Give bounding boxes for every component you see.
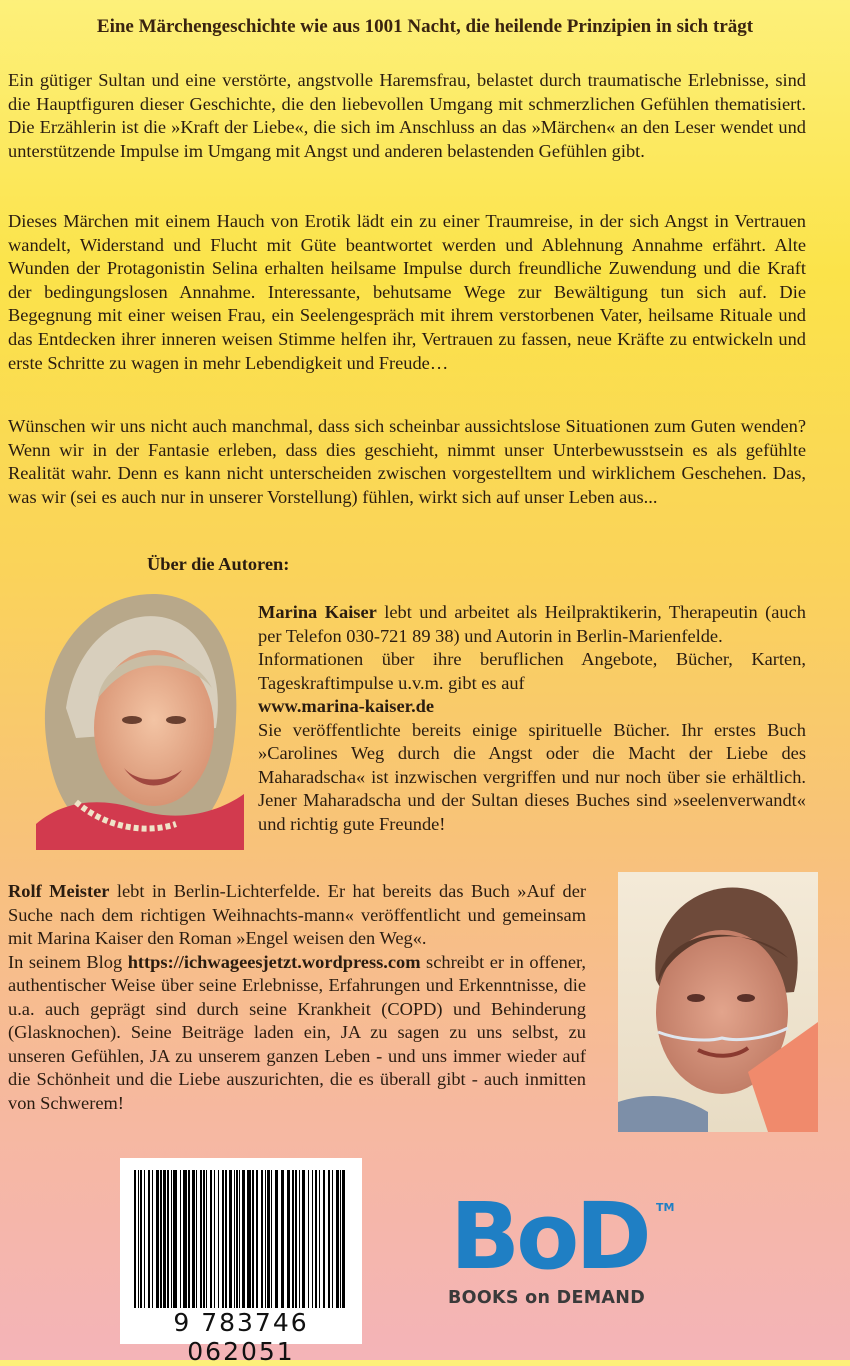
barcode-bar <box>267 1170 270 1308</box>
barcode-bar <box>144 1170 145 1308</box>
barcode-bar <box>265 1170 266 1308</box>
author1-name: Marina Kaiser <box>258 602 377 622</box>
author2-intro-line <box>8 880 586 951</box>
barcode-bar <box>152 1170 153 1308</box>
authors-heading: Über die Autoren: <box>147 554 290 574</box>
trademark-label: TM <box>656 1201 675 1214</box>
barcode-bar <box>134 1170 136 1308</box>
author1-website-link[interactable]: www.marina-kaiser.de <box>258 696 435 716</box>
blurb-paragraph-3: Wünschen wir uns nicht auch manchmal, dass sich scheinbar aussichtslose Situationen zum Guten wenden? Wenn wir in der Fantasie erleben, dass dies geschieht, nimmt unser Unterbewusstsein es als gefühlte Realität wahr. Denn es kann nicht unterscheiden zwischen vorgestelltem und wirklichem Geschehen. Das, was wir (sei es auch nur in unserer Vorstellung) fühlen, wirkt sich auf unser Leben aus... <box>8 416 806 507</box>
barcode-bar <box>247 1170 251 1308</box>
barcode-bar <box>234 1170 235 1308</box>
barcode-bar <box>319 1170 320 1308</box>
barcode-bar <box>148 1170 150 1308</box>
barcode-bar <box>225 1170 227 1308</box>
barcode-bar <box>287 1170 290 1308</box>
barcode-bar <box>271 1170 272 1308</box>
barcode-bar <box>163 1170 166 1308</box>
barcode-bar <box>256 1170 258 1308</box>
author2-blog-line <box>8 951 586 1116</box>
barcode-bar <box>336 1170 339 1308</box>
barcode-bar <box>281 1170 284 1308</box>
author2-rest: schreibt er in offener, authentischer Weise über seine Erlebnisse, Erfahrungen und Erkenntnisse, die u.a. auch geprägt sind durch seine Krankheit (COPD) und Behinderung (Glasknochen). Seine Beiträge laden ein, JA zu sagen zu uns selbst, zu unseren Gefühlen, JA zu unserem ganzen Leben - und uns immer wieder auf die Schönheit und die Liebe auszurichten, die es überall gibt - auch inmitten von Schwerem! <box>8 951 586 1113</box>
publisher-logo <box>446 1183 686 1315</box>
barcode-bar <box>323 1170 325 1308</box>
barcode-bar <box>292 1170 294 1308</box>
barcode-bar <box>173 1170 177 1308</box>
isbn-number: 9 783746 062051 <box>173 1308 309 1366</box>
author1-bio <box>258 601 806 836</box>
author1-info: Informationen über ihre beruflichen Angebote, Bücher, Karten, Tageskraftimpulse u.v.m. gibt es auf <box>258 649 806 693</box>
blurb-paragraph-1: Ein gütiger Sultan und eine verstörte, angstvolle Haremsfrau, belastet durch traumatische Erlebnisse, sind die Hauptfiguren dieser Geschichte, die den liebevollen Umgang mit schmerzlichen Gefühlen thematisiert. Die Erzählerin ist die »Kraft der Liebe«, die sich im Anschluss an das »Märchen« an den Leser wendet und unterstützende Impulse im Umgang mit Angst und anderen belastenden Gefühlen gibt. <box>8 70 806 161</box>
barcode-bar <box>299 1170 300 1308</box>
barcode-bar <box>308 1170 309 1308</box>
barcode-bar <box>332 1170 333 1308</box>
barcode-bar <box>239 1170 240 1308</box>
barcode-bar <box>138 1170 139 1308</box>
barcode-bar <box>252 1170 254 1308</box>
barcode-bar <box>156 1170 159 1308</box>
cover-headline: Eine Märchengeschichte wie aus 1001 Nacht, die heilende Prinzipien in sich trägt <box>96 16 754 37</box>
author1-intro: lebt und arbeitet als Heilpraktikerin, Therapeutin (auch per Telefon 030-721 89 38) und Autorin in Berlin-Marienfelde. <box>258 602 806 646</box>
barcode-bar <box>167 1170 169 1308</box>
author2-intro: lebt in Berlin-Lichterfelde. Er hat bereits das Buch »Auf der Suche nach dem richtigen Weihnachts-mann« veröffentlicht und gemeinsam mit Marina Kaiser den Roman »Engel weisen den Weg«. <box>8 881 587 948</box>
barcode-bar <box>275 1170 278 1308</box>
barcode-bar <box>196 1170 197 1308</box>
portrait-man-icon <box>618 872 818 1132</box>
barcode-bar <box>218 1170 219 1308</box>
author2-name: Rolf Meister <box>8 881 110 901</box>
author1-intro-line <box>258 601 806 648</box>
barcode-bar <box>312 1170 313 1308</box>
author2-bio <box>8 880 586 1115</box>
barcode-bar <box>183 1170 187 1308</box>
barcode-bar <box>188 1170 190 1308</box>
barcode-bar <box>236 1170 238 1308</box>
barcode-bar <box>261 1170 263 1308</box>
barcode-bar <box>328 1170 330 1308</box>
author2-blog-link[interactable]: https://ichwageesjetzt.wordpress.com <box>127 951 421 972</box>
barcode-bar <box>210 1170 212 1308</box>
barcode-bar <box>222 1170 224 1308</box>
barcode-bar <box>214 1170 215 1308</box>
barcode-bar <box>160 1170 162 1308</box>
barcode-bar <box>242 1170 245 1308</box>
author-photo-rolf <box>618 872 818 1132</box>
bod-logo-mark: BoD <box>450 1183 648 1290</box>
barcode-bar <box>192 1170 195 1308</box>
author2-blog-prefix: In seinem Blog <box>8 951 128 972</box>
barcode-bar <box>200 1170 202 1308</box>
barcode-bar <box>340 1170 341 1308</box>
barcode-bar <box>302 1170 305 1308</box>
portrait-woman-icon <box>36 588 244 850</box>
author1-rest: Sie veröffentlichte bereits einige spirituelle Bücher. Ihr erstes Buch »Carolines Weg durch die Angst oder die Macht der Liebe des Maharadscha« ist inzwischen vergriffen und nur noch über sie erhältlich. Jener Maharadscha und der Sultan dieses Buches sind »seelenverwandt« und richtig gute Freunde! <box>258 719 806 834</box>
barcode-bar <box>206 1170 207 1308</box>
author-photo-marina <box>36 588 244 850</box>
barcode-bar <box>315 1170 317 1308</box>
publisher-name: BOOKS on DEMAND <box>448 1288 646 1308</box>
barcode-bar <box>203 1170 205 1308</box>
barcode-bar <box>140 1170 142 1308</box>
barcode-bar <box>295 1170 297 1308</box>
barcode-bar <box>229 1170 232 1308</box>
blurb-paragraph-2: Dieses Märchen mit einem Hauch von Erotik lädt ein zu einer Traumreise, in der sich Angst in Vertrauen wandelt, Widerstand und Flucht mit Güte beantwortet werden und Ablehnung Annahme erfährt. Alte Wunden der Protagonistin Selina erhalten heilsame Impulse durch freundliche Zuwendung und die Kraft der bedingungslosen Annahme. Interessante, behutsame Wege zur Bewältigung tun sich auf. Die Begegnung mit einer weisen Frau, ein Seelengespräch mit ihrem verstorbenen Vater, heilsame Rituale und das Entdecken ihrer inneren weisen Stimme helfen ihr, Vertrauen zu fassen, neue Kräfte zu entwickeln und erste Schritte zu wagen in mehr Lebendigkeit und Freude… <box>8 211 806 373</box>
barcode-icon <box>134 1170 348 1308</box>
barcode-bar <box>342 1170 345 1308</box>
isbn-barcode <box>120 1158 362 1366</box>
barcode-bar <box>180 1170 181 1308</box>
barcode-bar <box>171 1170 172 1308</box>
